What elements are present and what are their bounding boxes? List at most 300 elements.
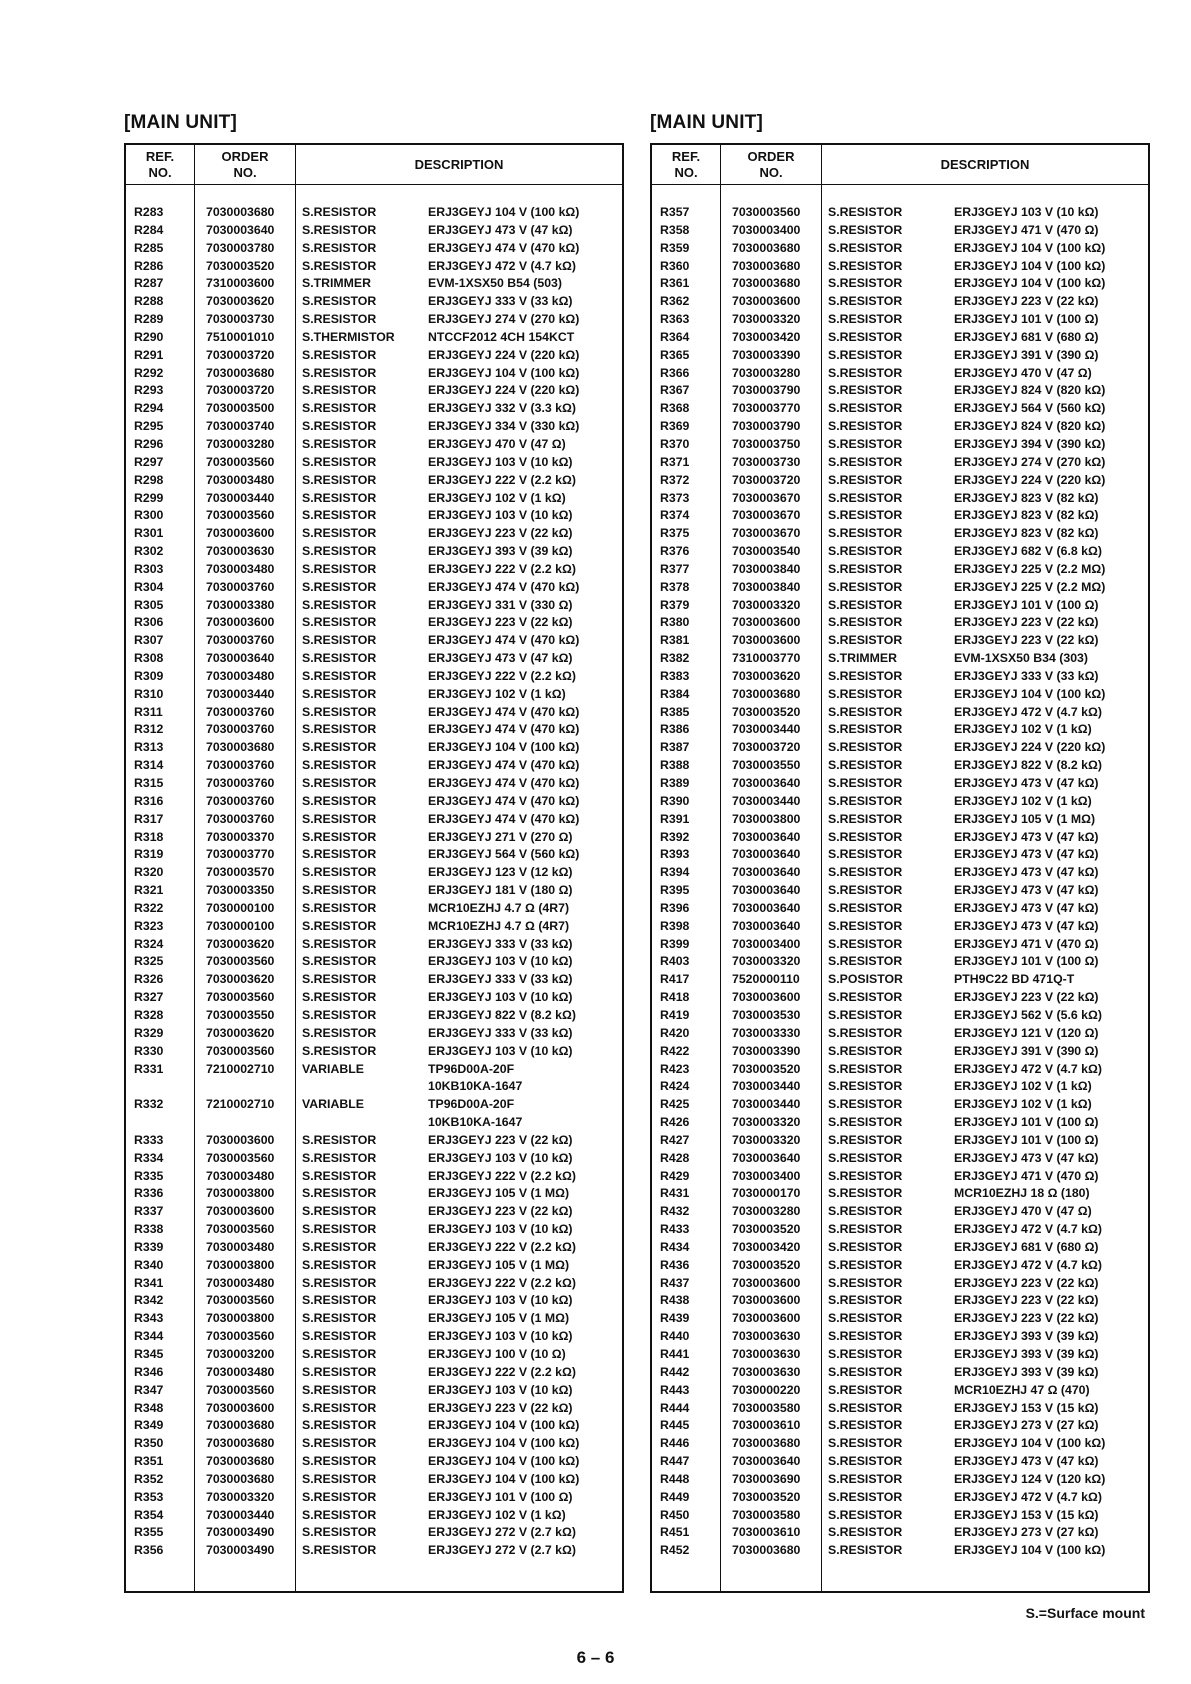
part-type: S.RESISTOR xyxy=(828,758,903,773)
part-type: S.RESISTOR xyxy=(828,900,903,915)
table-row xyxy=(126,971,622,989)
part-type: S.RESISTOR xyxy=(828,561,903,576)
part-spec: ERJ3GEYJ 104 V (100 kΩ) xyxy=(428,1471,580,1486)
part-spec: ERJ3GEYJ 822 V (8.2 kΩ) xyxy=(954,758,1102,773)
ref-no: R315 xyxy=(134,776,164,790)
ref-no: R305 xyxy=(134,597,164,612)
part-spec: ERJ3GEYJ 823 V (82 kΩ) xyxy=(954,490,1099,505)
part-type: S.RESISTOR xyxy=(302,1150,377,1165)
table-row xyxy=(652,490,1148,508)
order-no: 7030003640 xyxy=(732,1454,801,1469)
ref-no: R386 xyxy=(660,722,690,737)
part-type: S.TRIMMER xyxy=(828,651,897,666)
ref-no: R396 xyxy=(660,900,690,915)
part-spec: ERJ3GEYJ 223 V (22 kΩ) xyxy=(954,615,1099,630)
part-spec: ERJ3GEYJ 225 V (2.2 MΩ) xyxy=(954,579,1106,594)
part-type: S.RESISTOR xyxy=(828,490,903,505)
table-row xyxy=(652,1435,1148,1453)
table-row xyxy=(652,1150,1148,1168)
part-type: S.RESISTOR xyxy=(828,240,903,255)
ref-no: R425 xyxy=(660,1097,690,1112)
table-row xyxy=(652,1043,1148,1061)
ref-no: R298 xyxy=(134,472,164,487)
order-no: 7030003600 xyxy=(732,633,801,648)
table-row xyxy=(126,1257,622,1275)
table-row xyxy=(126,240,622,258)
order-no: 7030003670 xyxy=(732,508,801,523)
order-no: 7030003280 xyxy=(732,1204,801,1219)
part-spec: ERJ3GEYJ 564 V (560 kΩ) xyxy=(954,401,1106,416)
table-row xyxy=(126,1150,622,1168)
part-spec: ERJ3GEYJ 333 V (33 kΩ) xyxy=(428,936,573,951)
table-row xyxy=(126,507,622,525)
ref-no: R358 xyxy=(660,222,690,237)
part-type: S.RESISTOR xyxy=(302,347,377,362)
order-no: 7030003670 xyxy=(732,490,801,505)
part-spec: ERJ3GEYJ 222 V (2.2 kΩ) xyxy=(428,1364,576,1379)
ref-no: R381 xyxy=(660,633,690,648)
part-spec: ERJ3GEYJ 223 V (22 kΩ) xyxy=(954,633,1099,648)
table-row xyxy=(126,757,622,775)
ref-no: R446 xyxy=(660,1436,690,1451)
part-spec: ERJ3GEYJ 471 V (470 Ω) xyxy=(954,936,1099,951)
part-spec: NTCCF2012 4CH 154KCT xyxy=(428,329,575,344)
part-type: S.RESISTOR xyxy=(302,776,377,790)
part-type: S.RESISTOR xyxy=(828,222,903,237)
table-row xyxy=(652,1292,1148,1310)
order-no: 7030003600 xyxy=(206,526,275,541)
order-no: 7030003680 xyxy=(206,365,275,380)
table-row xyxy=(652,240,1148,258)
part-type: S.RESISTOR xyxy=(302,704,377,719)
table-row xyxy=(126,650,622,668)
order-no: 7030003680 xyxy=(206,1454,275,1469)
order-no: 7030003770 xyxy=(732,401,801,416)
order-no: 7030003600 xyxy=(732,1311,801,1326)
table-row xyxy=(652,365,1148,383)
part-type: S.RESISTOR xyxy=(302,1204,377,1219)
ref-no: R423 xyxy=(660,1061,690,1076)
order-no: 7030003520 xyxy=(732,1489,801,1504)
table-row xyxy=(652,579,1148,597)
part-type: S.RESISTOR xyxy=(302,1454,377,1469)
ref-no: R353 xyxy=(134,1489,164,1504)
table-row xyxy=(652,811,1148,829)
ref-no: R323 xyxy=(134,918,164,933)
ref-no: R294 xyxy=(134,401,164,416)
order-no: 7310003770 xyxy=(732,651,801,666)
part-spec: ERJ3GEYJ 822 V (8.2 kΩ) xyxy=(428,1007,576,1022)
part-spec: ERJ3GEYJ 103 V (10 kΩ) xyxy=(428,1293,573,1308)
table-row xyxy=(652,293,1148,311)
part-spec: ERJ3GEYJ 562 V (5.6 kΩ) xyxy=(954,1007,1102,1022)
part-type: S.RESISTOR xyxy=(302,668,377,683)
description-header: DESCRIPTION xyxy=(940,157,1030,172)
ref-no: R370 xyxy=(660,436,690,451)
parts-rows xyxy=(652,204,1148,1560)
table-row xyxy=(126,829,622,847)
table-row xyxy=(126,632,622,650)
ref-no: R349 xyxy=(134,1418,164,1433)
part-type: S.RESISTOR xyxy=(828,1471,903,1486)
table-row xyxy=(126,1435,622,1453)
order-no: 7030003520 xyxy=(206,258,275,273)
order-no: 7030003630 xyxy=(732,1347,801,1361)
part-spec: ERJ3GEYJ 474 V (470 kΩ) xyxy=(428,793,580,808)
order-no: 7030003680 xyxy=(732,240,801,255)
table-row xyxy=(652,1417,1148,1435)
order-no: 7030003600 xyxy=(206,615,275,630)
part-type: S.RESISTOR xyxy=(302,972,377,987)
table-row xyxy=(652,1257,1148,1275)
table-row xyxy=(126,1061,622,1079)
part-spec: ERJ3GEYJ 223 V (22 kΩ) xyxy=(954,1311,1099,1326)
ref-no: R332 xyxy=(134,1097,164,1112)
part-type: S.RESISTOR xyxy=(828,668,903,683)
order-no: 7030003760 xyxy=(206,811,275,826)
table-row xyxy=(652,1489,1148,1507)
part-spec: ERJ3GEYJ 223 V (22 kΩ) xyxy=(954,1293,1099,1308)
order-no: 7030003320 xyxy=(206,1489,275,1504)
part-spec: ERJ3GEYJ 473 V (47 kΩ) xyxy=(954,1150,1099,1165)
part-spec: ERJ3GEYJ 223 V (22 kΩ) xyxy=(428,526,573,541)
part-spec: ERJ3GEYJ 271 V (270 Ω) xyxy=(428,829,573,844)
ref-no: R361 xyxy=(660,276,690,291)
order-no: 7030003610 xyxy=(732,1418,801,1433)
part-spec: ERJ3GEYJ 394 V (390 kΩ) xyxy=(954,436,1106,451)
table-row xyxy=(126,436,622,454)
part-spec: ERJ3GEYJ 393 V (39 kΩ) xyxy=(428,544,573,559)
ref-no: R448 xyxy=(660,1471,690,1486)
part-type: S.RESISTOR xyxy=(302,436,377,451)
ref-no: R352 xyxy=(134,1471,164,1486)
part-type: S.POSISTOR xyxy=(828,972,903,987)
part-spec: PTH9C22 BD 471Q-T xyxy=(954,972,1075,987)
order-no: 7030003620 xyxy=(206,294,275,309)
ref-no: R394 xyxy=(660,865,690,880)
part-spec: ERJ3GEYJ 222 V (2.2 kΩ) xyxy=(428,1239,576,1254)
table-row xyxy=(126,811,622,829)
order-no: 7030003480 xyxy=(206,1364,275,1379)
part-type: S.RESISTOR xyxy=(302,1168,377,1183)
ref-no: R395 xyxy=(660,883,690,898)
ref-no: R399 xyxy=(660,936,690,951)
ref-no: R419 xyxy=(660,1007,690,1022)
table-row xyxy=(652,329,1148,347)
table-row xyxy=(126,1007,622,1025)
order-no: 7030003200 xyxy=(206,1347,275,1361)
part-spec: ERJ3GEYJ 273 V (27 kΩ) xyxy=(954,1525,1099,1540)
order-no: 7030003400 xyxy=(732,936,801,951)
table-row xyxy=(126,1114,622,1132)
ref-no: R438 xyxy=(660,1293,690,1308)
part-type: S.RESISTOR xyxy=(302,258,377,273)
part-type: S.RESISTOR xyxy=(828,865,903,880)
table-row xyxy=(126,775,622,793)
order-no: 7030003680 xyxy=(206,740,275,755)
part-spec: ERJ3GEYJ 682 V (6.8 kΩ) xyxy=(954,544,1102,559)
part-spec: ERJ3GEYJ 102 V (1 kΩ) xyxy=(428,490,566,505)
ref-no: R437 xyxy=(660,1275,690,1290)
part-spec: ERJ3GEYJ 474 V (470 kΩ) xyxy=(428,776,580,790)
order-no: 7030003800 xyxy=(206,1186,275,1201)
part-type: S.RESISTOR xyxy=(828,1097,903,1112)
part-spec: ERJ3GEYJ 473 V (47 kΩ) xyxy=(954,776,1099,790)
part-type: S.RESISTOR xyxy=(828,1436,903,1451)
order-no: 7030003390 xyxy=(732,347,801,362)
part-type: S.RESISTOR xyxy=(302,294,377,309)
part-type: S.RESISTOR xyxy=(828,615,903,630)
part-spec: ERJ3GEYJ 124 V (120 kΩ) xyxy=(954,1471,1106,1486)
part-spec: MCR10EZHJ 4.7 Ω (4R7) xyxy=(428,918,570,933)
table-row xyxy=(126,579,622,597)
order-no: 7030003680 xyxy=(206,1471,275,1486)
order-no: 7030003440 xyxy=(206,490,275,505)
table-row xyxy=(126,1168,622,1186)
order-no: 7030003600 xyxy=(732,294,801,309)
part-type: S.RESISTOR xyxy=(828,1257,903,1272)
part-type: S.RESISTOR xyxy=(302,1132,377,1147)
table-row xyxy=(652,900,1148,918)
table-row xyxy=(652,1382,1148,1400)
part-spec: ERJ3GEYJ 824 V (820 kΩ) xyxy=(954,419,1106,434)
table-row xyxy=(652,400,1148,418)
order-no: 7030003720 xyxy=(732,740,801,755)
table-row xyxy=(126,1310,622,1328)
order-no: 7030003330 xyxy=(732,1025,801,1040)
table-row xyxy=(652,882,1148,900)
ref-no: R393 xyxy=(660,847,690,862)
part-spec: ERJ3GEYJ 224 V (220 kΩ) xyxy=(428,347,580,362)
part-spec: ERJ3GEYJ 103 V (10 kΩ) xyxy=(428,1329,573,1344)
part-type: S.RESISTOR xyxy=(828,847,903,862)
table-row xyxy=(126,472,622,490)
parts-rows xyxy=(126,204,622,1560)
part-spec: ERJ3GEYJ 473 V (47 kΩ) xyxy=(954,847,1099,862)
table-row xyxy=(126,1239,622,1257)
table-row xyxy=(126,365,622,383)
part-type: S.RESISTOR xyxy=(828,383,903,398)
part-spec: ERJ3GEYJ 104 V (100 kΩ) xyxy=(954,1543,1106,1558)
ref-no: R388 xyxy=(660,758,690,773)
part-type: S.RESISTOR xyxy=(828,436,903,451)
ref-no: R291 xyxy=(134,347,164,362)
part-type: S.RESISTOR xyxy=(302,1382,377,1397)
part-type: S.RESISTOR xyxy=(828,1364,903,1379)
order-no: 7030003440 xyxy=(732,793,801,808)
ref-no: R391 xyxy=(660,811,690,826)
part-spec: ERJ3GEYJ 223 V (22 kΩ) xyxy=(954,1275,1099,1290)
part-spec: ERJ3GEYJ 123 V (12 kΩ) xyxy=(428,865,573,880)
ref-no: R357 xyxy=(660,205,690,219)
ref-no: R355 xyxy=(134,1525,164,1540)
order-no: 7030003720 xyxy=(206,347,275,362)
order-no: 7030000100 xyxy=(206,918,275,933)
part-type: S.RESISTOR xyxy=(302,1025,377,1040)
part-type: S.RESISTOR xyxy=(828,811,903,826)
table-row xyxy=(652,382,1148,400)
part-type: S.RESISTOR xyxy=(302,419,377,434)
part-type: S.RESISTOR xyxy=(302,954,377,969)
part-spec: ERJ3GEYJ 104 V (100 kΩ) xyxy=(428,1418,580,1433)
part-type: S.RESISTOR xyxy=(828,1329,903,1344)
part-spec: ERJ3GEYJ 105 V (1 MΩ) xyxy=(428,1311,570,1326)
surface-mount-note: S.=Surface mount xyxy=(1025,1605,1145,1621)
part-spec: ERJ3GEYJ 470 V (47 Ω) xyxy=(954,365,1092,380)
ref-no: R338 xyxy=(134,1222,164,1237)
part-type: S.RESISTOR xyxy=(302,1007,377,1022)
ref-no: R286 xyxy=(134,258,164,273)
part-spec: ERJ3GEYJ 474 V (470 kΩ) xyxy=(428,633,580,648)
part-spec: ERJ3GEYJ 104 V (100 kΩ) xyxy=(954,240,1106,255)
ref-no: R330 xyxy=(134,1043,164,1058)
table-row xyxy=(652,1542,1148,1560)
table-row xyxy=(652,953,1148,971)
table-row xyxy=(652,311,1148,329)
order-no: 7030003560 xyxy=(206,1150,275,1165)
order-no: 7030000170 xyxy=(732,1186,801,1201)
part-type: S.RESISTOR xyxy=(828,1043,903,1058)
table-row xyxy=(126,1292,622,1310)
table-row xyxy=(126,1043,622,1061)
part-spec: ERJ3GEYJ 103 V (10 kΩ) xyxy=(954,205,1099,219)
table-row xyxy=(126,1328,622,1346)
order-no: 7030003680 xyxy=(206,1418,275,1433)
part-type: S.RESISTOR xyxy=(828,1489,903,1504)
ref-no: R356 xyxy=(134,1543,164,1558)
part-type: S.RESISTOR xyxy=(302,222,377,237)
table-row xyxy=(126,1221,622,1239)
part-type: S.RESISTOR xyxy=(828,1204,903,1219)
ref-no: R442 xyxy=(660,1364,690,1379)
part-spec: ERJ3GEYJ 224 V (220 kΩ) xyxy=(954,740,1106,755)
table-row xyxy=(126,846,622,864)
order-no: 7030003680 xyxy=(732,276,801,291)
part-spec: ERJ3GEYJ 472 V (4.7 kΩ) xyxy=(954,704,1102,719)
table-row xyxy=(652,650,1148,668)
ref-no: R364 xyxy=(660,329,690,344)
part-spec: ERJ3GEYJ 334 V (330 kΩ) xyxy=(428,419,580,434)
table-row xyxy=(652,222,1148,240)
part-spec: ERJ3GEYJ 474 V (470 kΩ) xyxy=(428,722,580,737)
header-divider xyxy=(652,184,1148,185)
ref-no: R341 xyxy=(134,1275,164,1290)
table-row xyxy=(652,989,1148,1007)
ref-no: R303 xyxy=(134,561,164,576)
part-type: S.RESISTOR xyxy=(828,686,903,701)
order-no: 7030003640 xyxy=(206,651,275,666)
part-spec: ERJ3GEYJ 474 V (470 kΩ) xyxy=(428,758,580,773)
part-type: S.RESISTOR xyxy=(828,526,903,541)
order-no: 7030003280 xyxy=(732,365,801,380)
ref-no: R436 xyxy=(660,1257,690,1272)
part-type: S.RESISTOR xyxy=(828,401,903,416)
order-no: 7030003680 xyxy=(732,686,801,701)
table-row xyxy=(652,971,1148,989)
order-no: 7030003600 xyxy=(732,990,801,1005)
ref-no: R366 xyxy=(660,365,690,380)
part-spec: ERJ3GEYJ 823 V (82 kΩ) xyxy=(954,508,1099,523)
table-row xyxy=(652,1096,1148,1114)
table-row xyxy=(652,1275,1148,1293)
part-spec: ERJ3GEYJ 104 V (100 kΩ) xyxy=(428,365,580,380)
order-no: 7030003520 xyxy=(732,1222,801,1237)
table-row xyxy=(652,1507,1148,1525)
part-type: S.RESISTOR xyxy=(302,1239,377,1254)
part-type: S.RESISTOR xyxy=(302,900,377,915)
part-spec: ERJ3GEYJ 105 V (1 MΩ) xyxy=(428,1257,570,1272)
order-no: 7030003680 xyxy=(206,1436,275,1451)
part-spec: ERJ3GEYJ 470 V (47 Ω) xyxy=(954,1204,1092,1219)
ref-no: R449 xyxy=(660,1489,690,1504)
table-row xyxy=(126,1382,622,1400)
part-type: S.RESISTOR xyxy=(302,472,377,487)
part-spec: ERJ3GEYJ 102 V (1 kΩ) xyxy=(428,1507,566,1522)
table-row xyxy=(126,1078,622,1096)
part-spec: ERJ3GEYJ 473 V (47 kΩ) xyxy=(954,1454,1099,1469)
part-type: S.RESISTOR xyxy=(302,1275,377,1290)
ref-no: R418 xyxy=(660,990,690,1005)
part-spec: ERJ3GEYJ 472 V (4.7 kΩ) xyxy=(428,258,576,273)
ref-no: R317 xyxy=(134,811,164,826)
part-type: S.RESISTOR xyxy=(828,883,903,898)
table-row xyxy=(652,1168,1148,1186)
part-spec: ERJ3GEYJ 102 V (1 kΩ) xyxy=(428,686,566,701)
table-row xyxy=(652,1221,1148,1239)
order-no: 7030003750 xyxy=(732,436,801,451)
part-spec: ERJ3GEYJ 272 V (2.7 kΩ) xyxy=(428,1525,576,1540)
table-row xyxy=(652,739,1148,757)
order-no: 7030003640 xyxy=(732,865,801,880)
table-row xyxy=(126,1400,622,1418)
part-type: S.RESISTOR xyxy=(302,1471,377,1486)
ref-no: R328 xyxy=(134,1007,164,1022)
part-type: S.RESISTOR xyxy=(302,1525,377,1540)
part-type: S.RESISTOR xyxy=(302,1364,377,1379)
ref-no: R300 xyxy=(134,508,164,523)
part-type: S.RESISTOR xyxy=(302,651,377,666)
order-no: 7030003440 xyxy=(732,1079,801,1094)
table-row xyxy=(126,454,622,472)
order-no: 7030003320 xyxy=(732,312,801,327)
ref-no-header: REF. NO. xyxy=(145,149,175,180)
ref-no: R443 xyxy=(660,1382,690,1397)
table-row xyxy=(652,632,1148,650)
ref-no: R321 xyxy=(134,883,164,898)
order-no: 7030003640 xyxy=(732,829,801,844)
order-no: 7030003640 xyxy=(732,918,801,933)
ref-no: R440 xyxy=(660,1329,690,1344)
ref-no: R310 xyxy=(134,686,164,701)
table-row xyxy=(652,775,1148,793)
order-no: 7030003600 xyxy=(732,1293,801,1308)
part-type: S.RESISTOR xyxy=(828,829,903,844)
order-no: 7030003440 xyxy=(732,1097,801,1112)
part-type: S.RESISTOR xyxy=(302,615,377,630)
order-no: 7030003500 xyxy=(206,401,275,416)
order-no: 7030003600 xyxy=(206,1400,275,1415)
part-spec: ERJ3GEYJ 105 V (1 MΩ) xyxy=(428,1186,570,1201)
order-no: 7030003790 xyxy=(732,383,801,398)
table-row xyxy=(652,561,1148,579)
part-type: S.RESISTOR xyxy=(828,918,903,933)
part-type: S.RESISTOR xyxy=(302,1257,377,1272)
ref-no: R296 xyxy=(134,436,164,451)
table-row xyxy=(126,418,622,436)
ref-no: R368 xyxy=(660,401,690,416)
part-spec: ERJ3GEYJ 331 V (330 Ω) xyxy=(428,597,573,612)
order-no: 7030003800 xyxy=(206,1311,275,1326)
